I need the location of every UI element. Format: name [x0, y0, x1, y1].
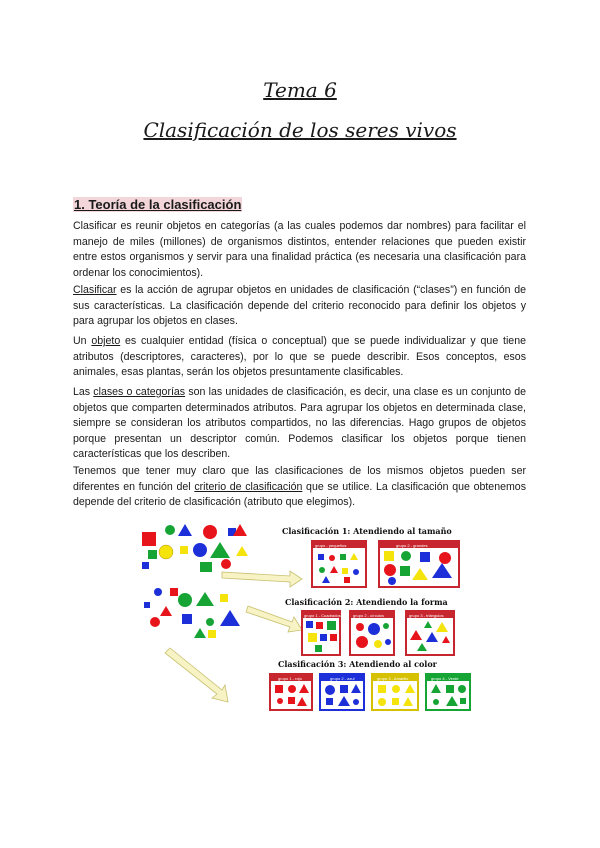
shape-group-triangles-label: grupo 3 - triángulos [409, 613, 444, 618]
shape-group-triangles [406, 611, 454, 655]
unsorted-objects-1 [142, 524, 248, 572]
paragraph-3-pre: Un [73, 335, 92, 347]
shape-group-squares [302, 611, 341, 655]
paragraph-2-text: es la acción de agrupar objetos en unidades de clasificación (“clases”) en función de sus características. La clasificación depende del criterio reconocido para definir los objetos y para agrupar los objetos en clases. [73, 284, 526, 327]
classification-3-label: Clasificación 3: Atendiendo al color [278, 659, 437, 669]
paragraph-3 [73, 334, 526, 381]
color-group-green [426, 674, 470, 710]
paragraph-4-pre: Las [73, 386, 94, 398]
shape-group-circles-label: grupo 2 - círculos [353, 613, 384, 618]
classification-2-label: Clasificación 2: Atendiendo la forma [285, 597, 448, 607]
paragraph-5-pre: Tenemos que tener muy claro que las clasificaciones de los mismos objetos pueden ser diferentes en función del [73, 465, 526, 493]
paragraph-1: Clasificar es reunir objetos en categorías (a las cuales podemos dar nombres) para facilitar el manejo de miles (millones) de organismos distintos, entender relaciones que pueden existir entre estos organismos y servir para una finalidad práctica (es necesaria una clasificación para ordenar los conocimientos). [73, 220, 526, 279]
size-group-large-label: grupo 2 - grandes [396, 543, 428, 548]
size-group-small [312, 541, 366, 587]
section-heading: 1. Teoría de la clasificación [74, 197, 242, 212]
term-criterio: criterio de clasificación [194, 480, 303, 493]
unsorted-objects-2 [144, 588, 240, 638]
shape-group-squares-label: grupo 1 - Cuadrados [304, 613, 341, 618]
size-group-small-label: grupo - pequeños [315, 543, 347, 548]
shape-group-circles [350, 611, 394, 655]
classification-1-label: Clasificación 1: Atendiendo al tamaño [282, 526, 452, 536]
classification-figure [130, 518, 476, 723]
paragraph-5-text: que se utilice. La clasificación que obtenemos depende del criterio de clasificación (atributo que elegimos). [73, 480, 526, 508]
color-group-blue-label: grupo 2 - azul [330, 676, 355, 681]
document-subtitle: Clasificación de los seres vivos [143, 118, 457, 142]
color-group-blue [320, 674, 364, 710]
color-group-red-label: grupo 1 - rojo [278, 676, 302, 681]
term-objeto: objeto [91, 335, 121, 347]
paragraph-3-text: es cualquier entidad (física o conceptual) que se puede individualizar y que tiene atributos (descriptores, caracteres), por lo que se puede describir. Esos conceptos, esos animales, esas plantas, serán los objetos presuntamente clasificables. [73, 335, 526, 378]
document-title: Tema 6 [263, 78, 337, 102]
paragraph-4-text: son las unidades de clasificación, es decir, una clase es un conjunto de objetos que comparten determinados atributos. Para agrupar los objetos en determinada clase, siempre se consideran los atributos compartidos, no las diferencias. Hago grupos de objetos porque presentan un descriptor común. Podemos clasificar los objetos porque tienen características que los describen. [73, 386, 526, 460]
color-group-yellow-label: grupo 3 - Amarillo [377, 676, 409, 681]
paragraph-5 [73, 464, 526, 511]
color-group-yellow [372, 674, 418, 710]
paragraph-4 [73, 385, 526, 463]
color-group-red [270, 674, 312, 710]
term-clasificar: Clasificar [73, 284, 117, 296]
size-group-large [379, 541, 459, 587]
color-group-green-label: grupo 4 - Verde [431, 676, 459, 681]
paragraph-2 [73, 283, 526, 330]
term-clases: clases o categorías [93, 386, 186, 398]
